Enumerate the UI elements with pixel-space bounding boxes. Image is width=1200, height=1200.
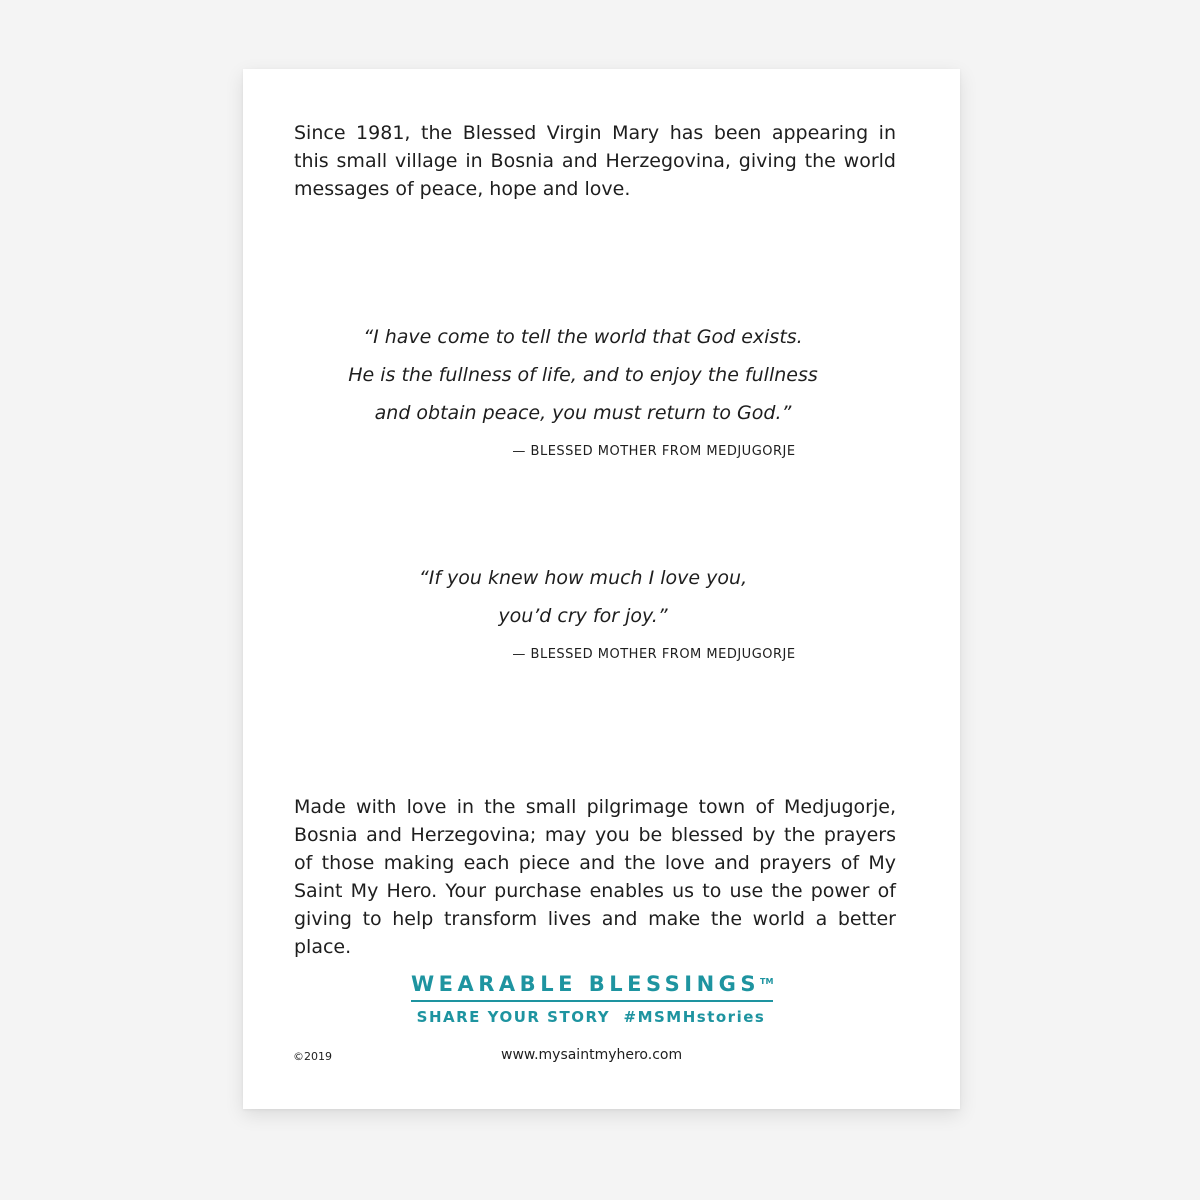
trademark-mark: TM [760,977,774,986]
quote-1-line-2: He is the fullness of life, and to enjoy the fullness [348,364,818,386]
quote-1-attribution: — BLESSED MOTHER FROM MEDJUGORJE [512,444,796,459]
quote-block-1 [243,318,923,462]
copyright-text: ©2019 [293,1050,332,1063]
brand-block [411,971,774,1027]
quote-2-attribution: — BLESSED MOTHER FROM MEDJUGORJE [512,647,796,662]
brand-title [411,971,773,1002]
brand-tagline: SHARE YOUR STORY #MSMHstories [416,1008,766,1026]
quote-text-2 [243,559,923,635]
website-url: www.mysaintmyhero.com [501,1047,683,1063]
quote-1-line-1: “I have come to tell the world that God exists. [363,326,803,348]
quote-1-line-3: and obtain peace, you must return to God.” [374,402,792,424]
quote-2-line-1: “If you knew how much I love you, [418,567,748,589]
quote-block-2 [243,559,923,665]
quote-text-1 [243,318,923,432]
card [243,69,960,1109]
brand-title-text: WEARABLE BLESSINGS [411,972,761,996]
quote-2-line-2: you’d cry for joy.” [498,605,668,627]
intro-paragraph: Since 1981, the Blessed Virgin Mary has been appearing in this small village in Bosnia and Herzegovina, giving the world messages of peace, hope and love. [294,122,896,200]
outro-paragraph: Made with love in the small pilgrimage town of Medjugorje, Bosnia and Herzegovina; may you be blessed by the prayers of those making each piece and the love and prayers of My Saint My Hero. Your purchase enables us to use the power of giving to help transform lives and make the world a better place. [294,796,896,958]
